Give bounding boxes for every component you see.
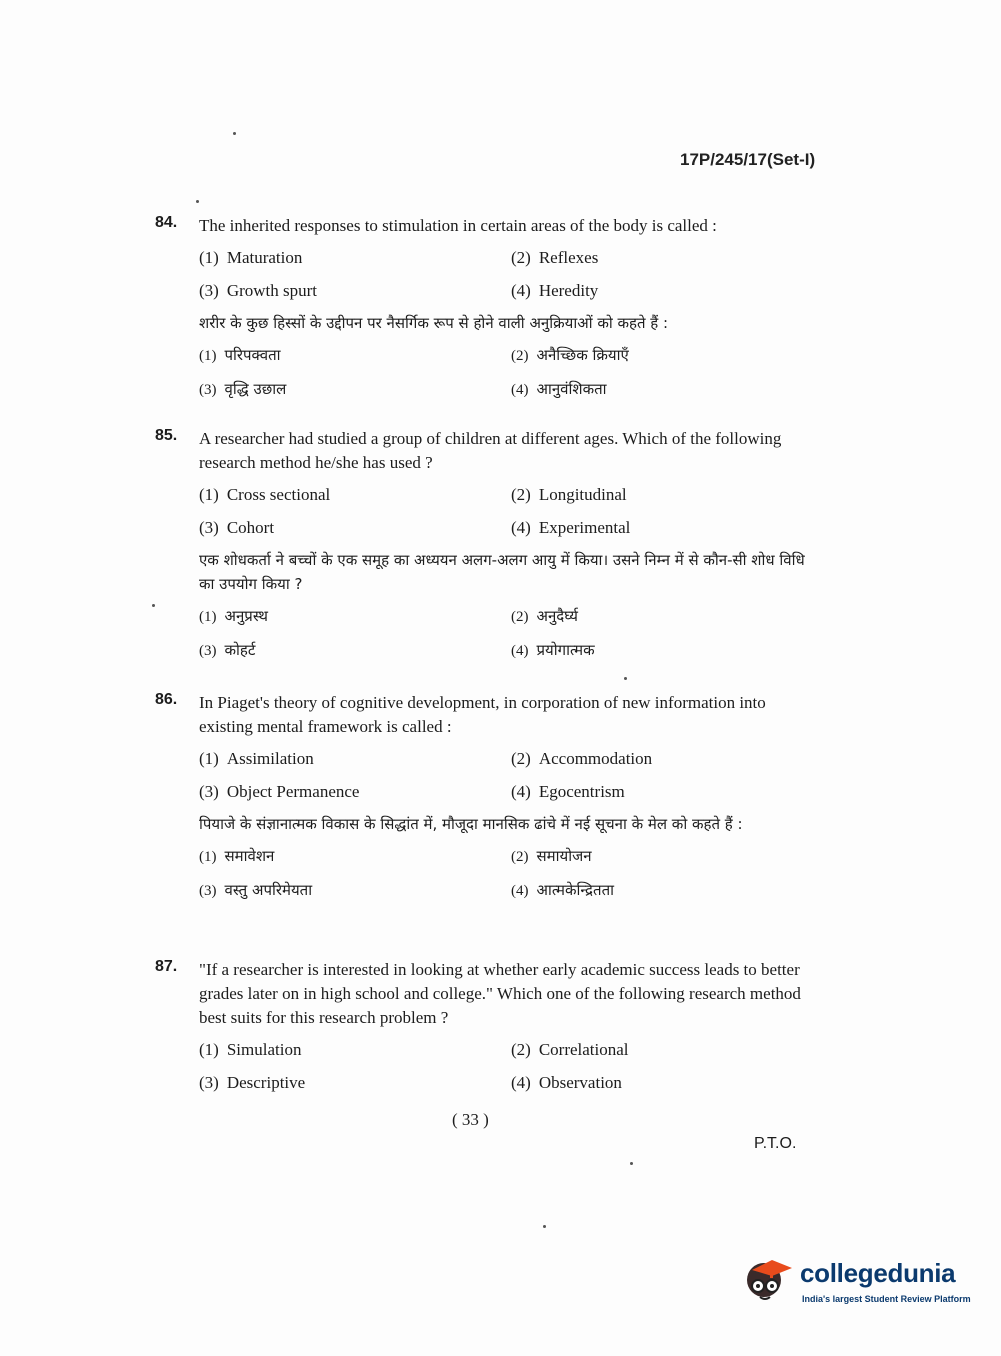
question-text-hindi: शरीर के कुछ हिस्सों के उद्दीपन पर नैसर्गिक रूप से होने वाली अनुक्रियाओं को कहते हैं :: [199, 314, 669, 332]
option-1: (1) Cross sectional: [199, 485, 331, 504]
options-hindi: [199, 604, 815, 663]
option-2: (2) Accommodation: [511, 749, 653, 768]
option-3: (3) Descriptive: [199, 1073, 306, 1092]
option-1: (1) Assimilation: [199, 749, 314, 768]
option-3: (3) Cohort: [199, 518, 275, 537]
options: [199, 246, 815, 303]
scan-speck: [624, 677, 627, 680]
question-87: [155, 958, 815, 1095]
question-84: [155, 214, 815, 402]
option-2: (2) Reflexes: [511, 248, 599, 267]
options: [199, 747, 815, 804]
option-2: (2) Correlational: [511, 1040, 629, 1059]
option-3-hindi: (3) वृद्धि उछाल: [199, 380, 287, 398]
question-text-hindi: एक शोधकर्ता ने बच्चों के एक समूह का अध्ययन अलग-अलग आयु में किया। उसने निम्न में से कौन-सी शोध विधि का उपयोग किया ?: [199, 551, 805, 593]
options: [199, 1038, 815, 1095]
option-4-hindi: (4) प्रयोगात्मक: [511, 641, 595, 659]
brand-name: collegedunia: [800, 1258, 956, 1288]
option-2-hindi: (2) अनैच्छिक क्रियाएँ: [511, 346, 629, 364]
question-text: A researcher had studied a group of children at different ages. Which of the following research method he/she has used ?: [199, 429, 782, 472]
paper-code: 17P/245/17(Set-I): [680, 150, 816, 169]
option-4: (4) Observation: [511, 1073, 622, 1092]
option-2-hindi: (2) समायोजन: [511, 847, 592, 865]
question-number: 86.: [155, 691, 178, 708]
options: [199, 483, 815, 540]
option-4-hindi: (4) आनुवंशिकता: [511, 380, 607, 398]
option-4: (4) Experimental: [511, 518, 631, 537]
scan-speck: [543, 1225, 546, 1228]
student-mascot-icon: [742, 1250, 798, 1306]
question-text-hindi: पियाजे के संज्ञानात्मक विकास के सिद्धांत में, मौजूदा मानसिक ढांचे में नई सूचना के मेल को कहते हैं :: [199, 815, 743, 833]
option-3-hindi: (3) वस्तु अपरिमेयता: [199, 881, 313, 899]
options-hindi: [199, 343, 815, 402]
scan-speck: [233, 132, 236, 135]
option-2: (2) Longitudinal: [511, 485, 627, 504]
option-1-hindi: (1) परिपक्वता: [199, 346, 281, 364]
option-3: (3) Growth spurt: [199, 281, 318, 300]
option-4: (4) Egocentrism: [511, 782, 625, 801]
question-85: [155, 427, 815, 663]
scan-speck: [152, 604, 155, 607]
question-number: 84.: [155, 214, 178, 231]
scan-speck: [196, 200, 199, 203]
option-1: (1) Maturation: [199, 248, 303, 267]
question-number: 85.: [155, 427, 178, 444]
option-1: (1) Simulation: [199, 1040, 302, 1059]
scan-speck: [630, 1162, 633, 1165]
question-text: In Piaget's theory of cognitive development, in corporation of new information into existing mental framework is called :: [199, 693, 766, 736]
brand-tagline: India's largest Student Review Platform: [802, 1294, 971, 1304]
option-3: (3) Object Permanence: [199, 782, 360, 801]
option-1-hindi: (1) समावेशन: [199, 847, 275, 865]
question-text: The inherited responses to stimulation in certain areas of the body is called :: [199, 216, 717, 235]
question-text: "If a researcher is interested in looking at whether early academic success leads to better grades later on in high school and college." Which one of the following research method best suits for this research problem ?: [199, 960, 801, 1027]
option-3-hindi: (3) कोहर्ट: [199, 641, 256, 659]
question-number: 87.: [155, 958, 178, 975]
option-1-hindi: (1) अनुप्रस्थ: [199, 607, 268, 625]
pto-label: P.T.O.: [754, 1135, 797, 1152]
question-86: [155, 691, 815, 903]
option-2-hindi: (2) अनुदैर्घ्य: [511, 607, 578, 625]
options-hindi: [199, 844, 815, 903]
option-4: (4) Heredity: [511, 281, 599, 300]
page-number: ( 33 ): [452, 1110, 489, 1129]
option-4-hindi: (4) आत्मकेन्द्रितता: [511, 881, 615, 899]
collegedunia-watermark: [742, 1250, 972, 1310]
